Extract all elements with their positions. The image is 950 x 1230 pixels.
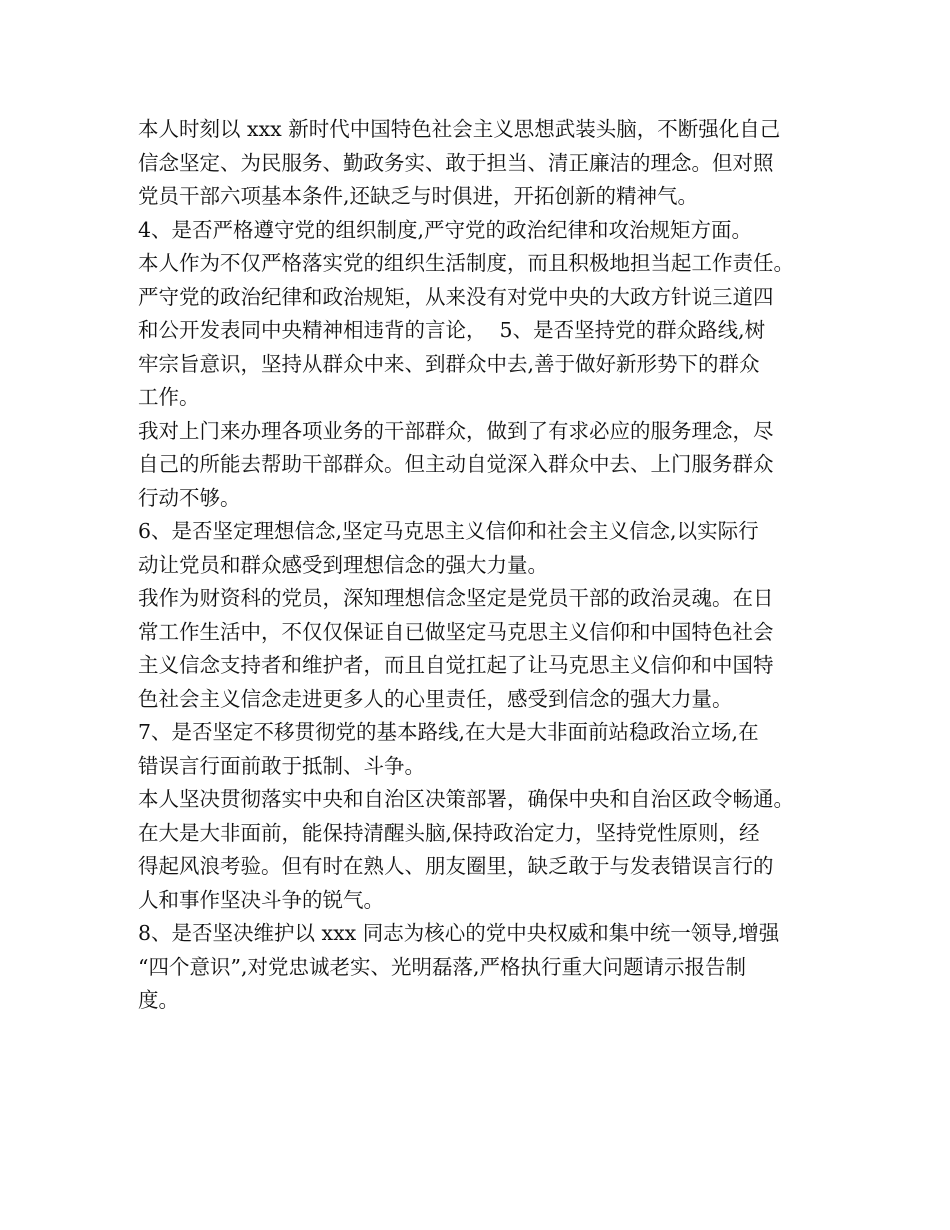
text-line: 党员干部六项基本条件,还缺乏与时俱进，开拓创新的精神气。 xyxy=(138,184,699,208)
text-line: 本人时刻以 xxx 新时代中国特色社会主义思想武装头脑，不断强化自己 xyxy=(138,117,781,141)
text-line: 主义信念支持者和维护者，而且自觉扛起了让马克思主义信仰和中国特 xyxy=(138,653,774,677)
text-line: 动让党员和群众感受到理想信念的强大力量。 xyxy=(138,552,548,577)
section-heading-6: 6、是否坚定理想信念,坚定马克思主义信仰和社会主义信念,以实际行 xyxy=(138,519,759,543)
section-heading-7: 7、是否坚定不移贯彻党的基本路线,在大是大非面前站稳政治立场,在 xyxy=(138,720,759,744)
text-line: 自己的所能去帮助干部群众。但主动自觉深入群众中去、上门服务群众 xyxy=(138,452,774,476)
text-line: 和公开发表同中央精神相违背的言论， 5、是否坚持党的群众路线,树 xyxy=(138,318,766,342)
text-line: 工作。 xyxy=(138,385,200,409)
text-line: 得起风浪考验。但有时在熟人、朋友圈里，缺乏敢于与发表错误言行的 xyxy=(138,854,774,878)
text-line: 度。 xyxy=(138,988,179,1012)
text-line: 本人作为不仅严格落实党的组织生活制度，而且积极地担当起工作责任。 xyxy=(138,251,794,275)
text-line: 行动不够。 xyxy=(138,485,241,510)
text-line: 常工作生活中，不仅仅保证自已做坚定马克思主义信仰和中国特色社会 xyxy=(138,619,774,644)
section-heading-8: 8、是否坚决维护以 xxx 同志为核心的党中央权威和集中统一领导,增强 xyxy=(138,921,780,945)
text-line: 色社会主义信念走进更多人的心里责任，感受到信念的强大力量。 xyxy=(138,686,733,711)
text-line: 人和事作坚决斗争的锐气。 xyxy=(138,887,384,912)
text-line: 严守党的政治纪律和政治规矩，从来没有对党中央的大政方针说三道四 xyxy=(138,284,774,309)
text-line: 本人坚决贯彻落实中央和自治区决策部署，确保中央和自治区政令畅通。 xyxy=(138,787,794,811)
text-line: 我作为财资科的党员，深知理想信念坚定是党员干部的政治灵魂。在日 xyxy=(138,586,774,610)
text-line: 我对上门来办理各项业务的干部群众，做到了有求必应的服务理念，尽 xyxy=(138,418,774,443)
text-line: 在大是大非面前，能保持清醒头脑,保持政治定力，坚持党性原则，经 xyxy=(138,820,760,845)
document-body xyxy=(138,113,818,1018)
text-line: 牢宗旨意识，坚持从群众中来、到群众中去,善于做好新形势下的群众 xyxy=(138,351,760,376)
text-line: “四个意识”,对党忠诚老实、光明磊落,严格执行重大问题请示报告制 xyxy=(138,954,746,979)
text-line: 信念坚定、为民服务、勤政务实、敢于担当、清正廉洁的理念。但对照 xyxy=(138,150,774,175)
text-line: 错误言行面前敢于抵制、斗争。 xyxy=(138,753,425,778)
section-heading-4: 4、是否严格遵守党的组织制度,严守党的政治纪律和攻治规矩方面。 xyxy=(138,217,753,242)
